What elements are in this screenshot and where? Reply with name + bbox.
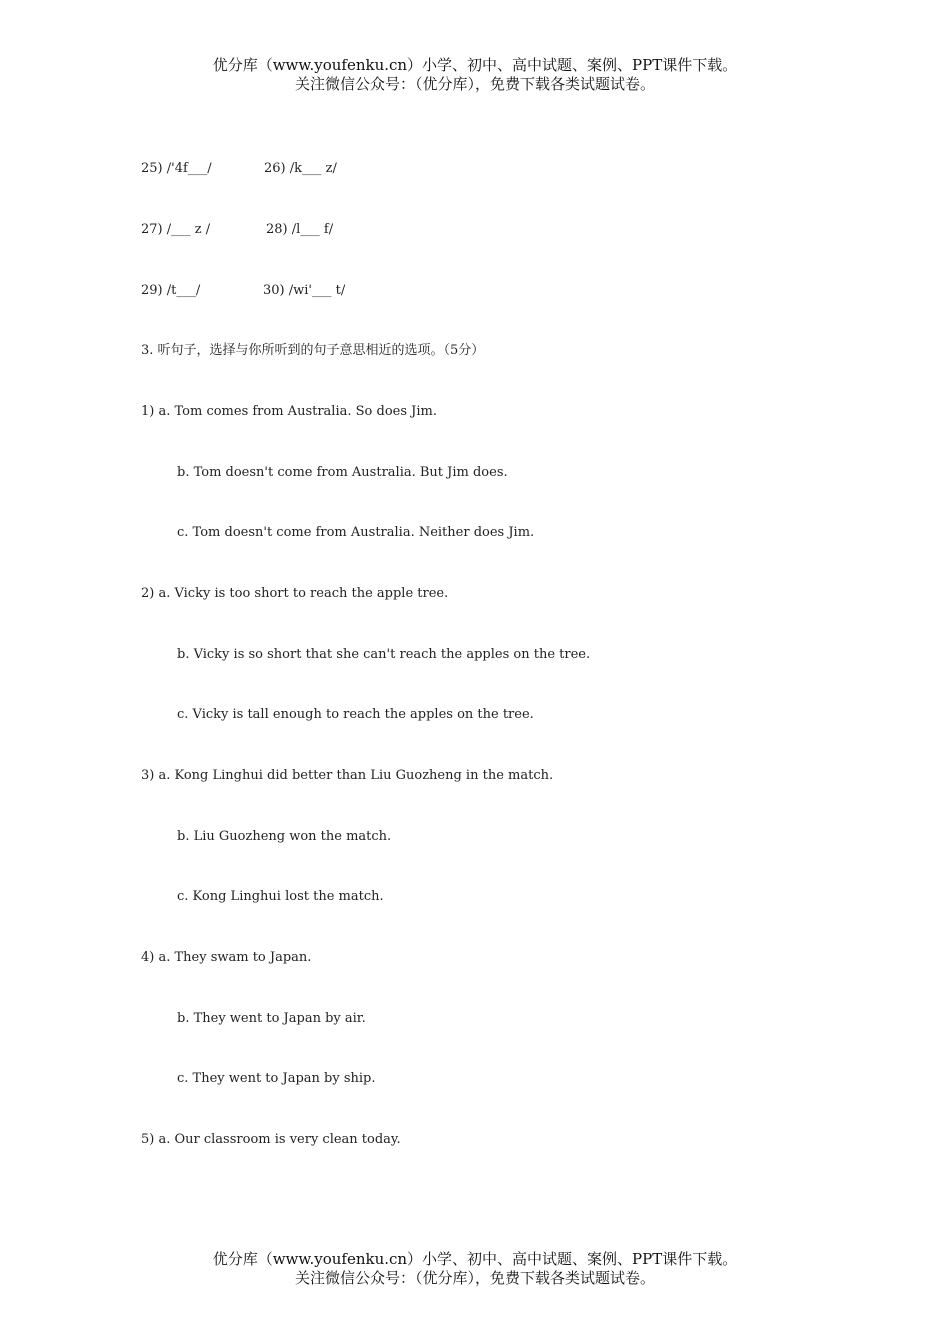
- question-1-option-c: c. Tom doesn't come from Australia. Neither does Jim.: [177, 525, 535, 540]
- question-1-option-b: b. Tom doesn't come from Australia. But Jim does.: [177, 465, 508, 480]
- question-3-option-b: b. Liu Guozheng won the match.: [177, 829, 392, 844]
- question-4-option-b: b. They went to Japan by air.: [177, 1011, 366, 1026]
- header-line-2: 关注微信公众号：（优分库），免费下载各类试题试卷。: [294, 75, 655, 93]
- question-3-option-c: c. Kong Linghui lost the match.: [177, 889, 384, 904]
- question-1-option-a: 1) a. Tom comes from Australia. So does Jim.: [141, 404, 437, 419]
- phonetic-item-25: 25) /'4f___/: [141, 161, 212, 176]
- footer-line-1: 优分库（www.youfenku.cn）小学、初中、高中试题、案例、PPT课件下载。: [212, 1250, 738, 1268]
- page-footer: [0, 1250, 950, 1288]
- header-line-1: 优分库（www.youfenku.cn）小学、初中、高中试题、案例、PPT课件下载。: [212, 56, 738, 74]
- phonetic-item-28: 28) /l___ f/: [266, 222, 334, 237]
- phonetic-item-30: 30) /wi'___ t/: [263, 283, 346, 298]
- question-2-option-b: b. Vicky is so short that she can't reach the apples on the tree.: [177, 647, 591, 662]
- phonetic-item-26: 26) /k___ z/: [264, 161, 337, 176]
- question-2-option-a: 2) a. Vicky is too short to reach the apple tree.: [141, 586, 449, 601]
- question-4-option-c: c. They went to Japan by ship.: [177, 1071, 376, 1086]
- section-3-title: 3. 听句子，选择与你所听到的句子意思相近的选项。（5分）: [141, 343, 485, 358]
- footer-line-2: 关注微信公众号：（优分库），免费下载各类试题试卷。: [294, 1269, 655, 1287]
- question-5-option-a: 5) a. Our classroom is very clean today.: [141, 1132, 401, 1147]
- page-header: [0, 56, 950, 94]
- question-4-option-a: 4) a. They swam to Japan.: [141, 950, 312, 965]
- question-3-option-a: 3) a. Kong Linghui did better than Liu Guozheng in the match.: [141, 768, 554, 783]
- phonetic-item-27: 27) /___ z /: [141, 222, 211, 237]
- question-2-option-c: c. Vicky is tall enough to reach the apples on the tree.: [177, 707, 534, 722]
- phonetic-item-29: 29) /t___/: [141, 283, 201, 298]
